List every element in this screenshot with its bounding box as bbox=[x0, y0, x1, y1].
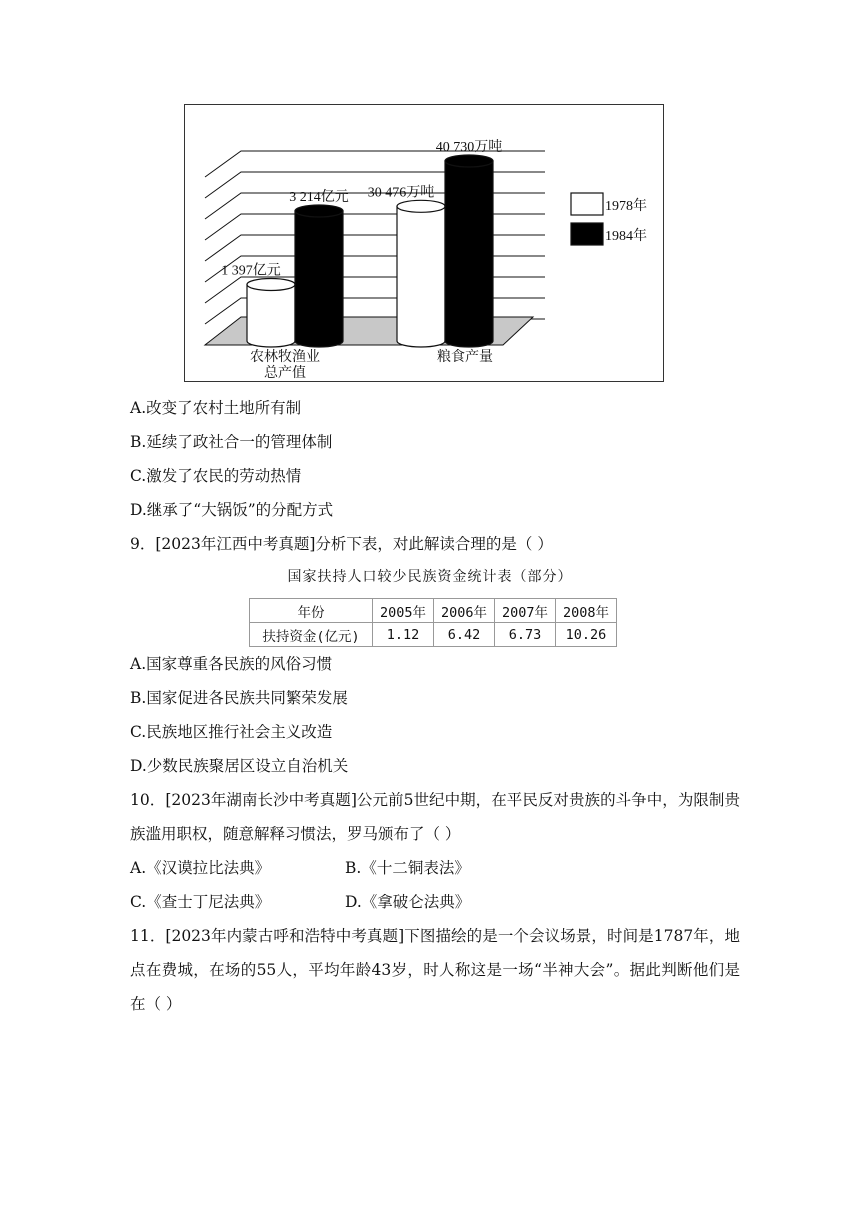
q9-option-a: A.国家尊重各民族的风俗习惯 bbox=[130, 655, 333, 673]
q9-statistics-table bbox=[249, 598, 617, 647]
bar bbox=[445, 161, 493, 347]
bar bbox=[247, 284, 295, 347]
q8-option-a: A.改变了农村土地所有制 bbox=[130, 399, 302, 417]
bar-top bbox=[247, 278, 295, 290]
table-header-row bbox=[250, 599, 617, 623]
q8-option-c: C.激发了农民的劳动热情 bbox=[130, 467, 302, 485]
bar-top bbox=[397, 200, 445, 212]
q9-stem: 9．[2023年江西中考真题]分析下表，对此解读合理的是（ ） bbox=[130, 535, 553, 553]
category-label: 总产值 bbox=[264, 366, 306, 381]
q8-option-d: D.继承了“大锅饭”的分配方式 bbox=[130, 501, 334, 519]
table-header-cell: 2007年 bbox=[495, 599, 556, 623]
legend-swatch bbox=[571, 223, 603, 245]
bar bbox=[295, 211, 343, 347]
data-label: 3 214亿元 bbox=[289, 190, 349, 205]
bar-chart bbox=[184, 104, 664, 382]
legend-label: 1984年 bbox=[605, 229, 647, 244]
table-cell: 10.26 bbox=[556, 623, 617, 647]
table-header-cell: 2005年 bbox=[373, 599, 434, 623]
category-label: 农林牧渔业 bbox=[250, 350, 320, 365]
data-label: 1 397亿元 bbox=[221, 263, 281, 279]
q10-option-d: D.《拿破仑法典》 bbox=[345, 893, 471, 911]
q9-option-b: B.国家促进各民族共同繁荣发展 bbox=[130, 689, 348, 707]
category-label: 粮食产量 bbox=[437, 350, 493, 365]
q8-option-b: B.延续了政社合一的管理体制 bbox=[130, 433, 333, 451]
q11-stem: 11．[2023年内蒙古呼和浩特中考真题]下图描绘的是一个会议场景，时间是1787年，地点在费城，在场的55人，平均年龄43岁，时人称这是一场“半神大会”。据此判断他们是在（ ） bbox=[130, 927, 740, 1013]
data-label: 40 730万吨 bbox=[435, 140, 503, 155]
table-cell: 扶持资金(亿元) bbox=[250, 623, 373, 647]
legend-label: 1978年 bbox=[605, 199, 647, 214]
table-header-cell: 2006年 bbox=[434, 599, 495, 623]
q9-option-c: C.民族地区推行社会主义改造 bbox=[130, 723, 333, 741]
q10-option-b: B.《十二铜表法》 bbox=[345, 859, 470, 877]
bar-top bbox=[295, 205, 343, 217]
table-row bbox=[250, 623, 617, 647]
table-header-cell: 年份 bbox=[250, 599, 373, 623]
table-cell: 1.12 bbox=[373, 623, 434, 647]
legend-swatch bbox=[571, 193, 603, 215]
data-label: 30 476万吨 bbox=[367, 185, 435, 201]
bar-top bbox=[445, 155, 493, 167]
bar-chart-svg bbox=[185, 105, 665, 383]
table-cell: 6.42 bbox=[434, 623, 495, 647]
q9-option-d: D.少数民族聚居区设立自治机关 bbox=[130, 757, 349, 775]
q10-stem: 10．[2023年湖南长沙中考真题]公元前5世纪中期，在平民反对贵族的斗争中，为限制贵族滥用职权，随意解释习惯法，罗马颁布了（ ） bbox=[130, 791, 740, 843]
q9-table-title: 国家扶持人口较少民族资金统计表（部分） bbox=[287, 569, 573, 585]
bar bbox=[397, 206, 445, 347]
gridline bbox=[205, 235, 545, 261]
table-header-cell: 2008年 bbox=[556, 599, 617, 623]
q10-option-a: A.《汉谟拉比法典》 bbox=[130, 859, 271, 877]
q10-option-c: C.《查士丁尼法典》 bbox=[130, 893, 271, 911]
table-cell: 6.73 bbox=[495, 623, 556, 647]
gridline bbox=[205, 214, 545, 240]
